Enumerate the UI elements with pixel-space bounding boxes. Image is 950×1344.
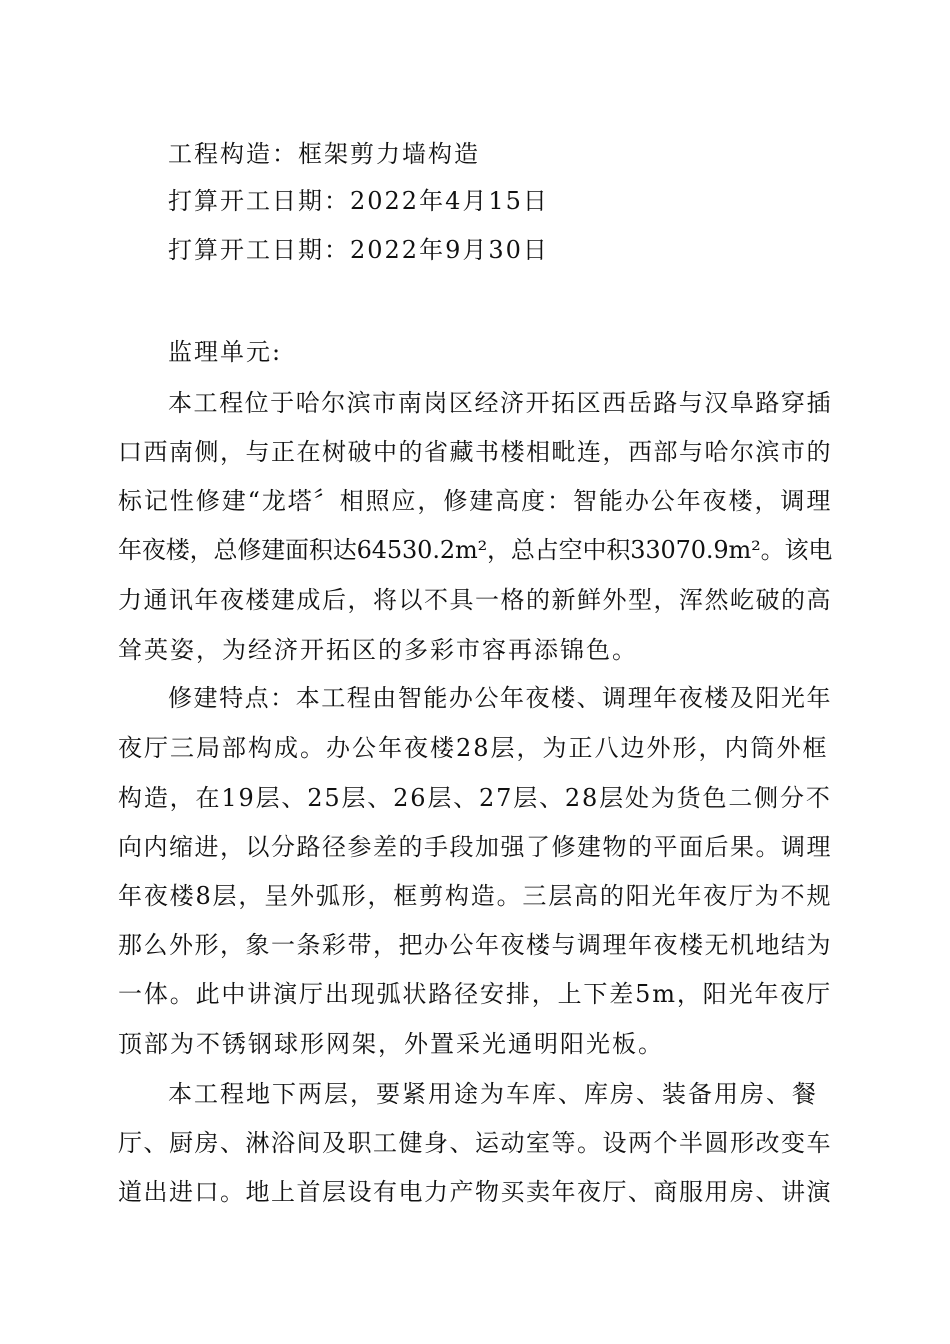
paragraph-line: 耸英姿，为经济开拓区的多彩市容再添锦色。 [118,636,638,664]
end-date-line: 打算开工日期：2022年9月30日 [168,236,549,264]
supervision-label: 监理单元: [168,338,283,366]
paragraph-line: 那么外形，象一条彩带，把办公年夜楼与调理年夜楼无机地结为 [118,931,832,959]
paragraph-line: 修建特点：本工程由智能办公年夜楼、调理年夜楼及阳光年 [168,684,832,712]
paragraph-line: 一体。此中讲演厅出现弧状路径安排，上下差5m，阳光年夜厅 [118,980,833,1008]
paragraph-line: 顶部为不锈钢球形网架，外置采光通明阳光板。 [118,1030,664,1058]
paragraph-line: 标记性修建“龙塔〞相照应，修建高度：智能办公年夜楼，调理 [118,487,833,515]
paragraph-line: 厅、厨房、淋浴间及职工健身、运动室等。设两个半圆形改变车 [118,1129,832,1157]
paragraph-line: 向内缩进，以分路径参差的手段加强了修建物的平面后果。调理 [118,833,832,861]
paragraph-line: 本工程位于哈尔滨市南岗区经济开拓区西岳路与汉阜路穿插 [168,389,832,417]
paragraph-line: 口西南侧，与正在树破中的省藏书楼相毗连，西部与哈尔滨市的 [118,438,832,466]
start-date-line: 打算开工日期：2022年4月15日 [168,187,549,215]
paragraph-line: 道出进口。地上首层设有电力产物买卖年夜厅、商服用房、讲演 [118,1178,832,1206]
paragraph-line: 构造，在19层、25层、26层、27层、28层处为货色二侧分不 [118,784,832,812]
paragraph-line: 力通讯年夜楼建成后，将以不具一格的新鲜外型，浑然屹破的高 [118,586,832,614]
structure-line: 工程构造：框架剪力墙构造 [168,140,480,168]
paragraph-line: 本工程地下两层，要紧用途为车库、库房、装备用房、餐 [168,1080,818,1108]
paragraph-line: 夜厅三局部构成。办公年夜楼28层，为正八边外形，内筒外框 [118,734,829,762]
paragraph-line: 年夜楼，总修建面积达64530.2m²，总占空中积33070.9m²。该电 [118,536,833,564]
paragraph-line: 年夜楼8层，呈外弧形，框剪构造。三层高的阳光年夜厅为不规 [118,882,833,910]
